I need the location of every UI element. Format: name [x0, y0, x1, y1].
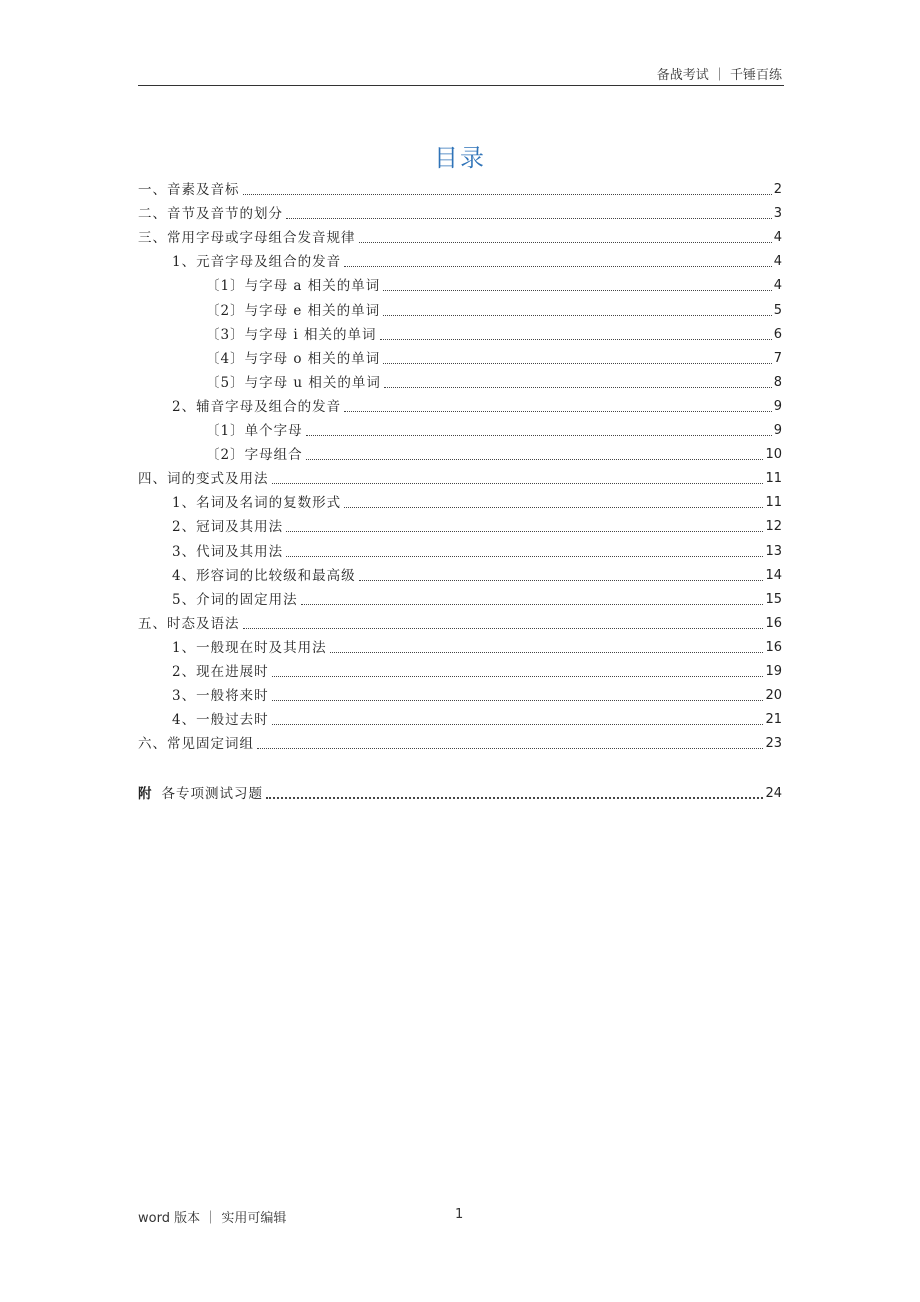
toc-leader-dots: [286, 531, 763, 532]
toc-entry-page-number: 3: [773, 206, 782, 222]
footer-page-number: 1: [455, 1207, 464, 1222]
toc-leader-dots: [306, 435, 772, 436]
toc-entry-label: 〔4〕与字母 o 相关的单词: [206, 350, 381, 367]
toc-entry[interactable]: [138, 708, 782, 732]
toc-entry[interactable]: [138, 515, 782, 539]
appendix-page-number: 24: [765, 786, 782, 801]
toc-entry-label: 1、元音字母及组合的发音: [172, 254, 342, 271]
toc-entry[interactable]: [138, 226, 782, 250]
toc-entry[interactable]: [138, 323, 782, 347]
toc-entry-label: 二、音节及音节的划分: [138, 206, 283, 223]
toc-leader-dots: [257, 748, 763, 749]
toc-entry-page-number: 4: [773, 254, 782, 270]
toc-entry[interactable]: [138, 732, 782, 756]
toc-entry-label: 〔2〕与字母 e 相关的单词: [206, 302, 381, 319]
toc-appendix-entry[interactable]: [138, 782, 782, 806]
toc-leader-dots: [272, 700, 764, 701]
toc-entry-page-number: 16: [765, 615, 782, 631]
toc-leader-dots: [272, 676, 764, 677]
toc-entry-page-number: 6: [773, 326, 782, 342]
toc-entry-page-number: 11: [765, 471, 782, 487]
toc-leader-dots: [266, 797, 763, 799]
toc-entry[interactable]: [138, 612, 782, 636]
toc-entry-page-number: 5: [773, 302, 782, 318]
toc-leader-dots: [243, 194, 772, 195]
toc-entry[interactable]: [138, 298, 782, 322]
toc-entry-page-number: 11: [765, 495, 782, 511]
toc-entry[interactable]: [138, 588, 782, 612]
toc-entry[interactable]: [138, 491, 782, 515]
toc-entry[interactable]: [138, 347, 782, 371]
toc-entry[interactable]: [138, 419, 782, 443]
toc-entry-label: 〔2〕字母组合: [206, 447, 303, 464]
toc-entry-page-number: 19: [765, 663, 782, 679]
footer-text: word 版本 ｜ 实用可编辑: [138, 1211, 287, 1226]
toc-entry-label: 1、名词及名词的复数形式: [172, 495, 342, 512]
toc-leader-dots: [272, 724, 764, 725]
toc-entry-label: 六、常见固定词组: [138, 736, 254, 753]
toc-leader-dots: [359, 242, 772, 243]
toc-leader-dots: [344, 411, 772, 412]
toc-entry-label: 三、常用字母或字母组合发音规律: [138, 230, 356, 247]
toc-entry-label: 3、代词及其用法: [172, 543, 284, 560]
toc-entry[interactable]: [138, 467, 782, 491]
toc-entry-page-number: 21: [765, 712, 782, 728]
page-title: 目录: [434, 144, 486, 172]
toc-leader-dots: [344, 507, 763, 508]
toc-entry[interactable]: [138, 660, 782, 684]
toc-entry-label: 2、现在进展时: [172, 663, 269, 680]
toc-leader-dots: [301, 604, 764, 605]
toc-leader-dots: [383, 290, 771, 291]
toc-entry[interactable]: [138, 371, 782, 395]
toc-entry[interactable]: [138, 250, 782, 274]
toc-entry-page-number: 16: [765, 639, 782, 655]
toc-leader-dots: [383, 315, 772, 316]
toc-entry-label: 4、一般过去时: [172, 712, 269, 729]
toc-leader-dots: [359, 580, 764, 581]
toc-entry-page-number: 23: [765, 736, 782, 752]
toc-leader-dots: [330, 652, 764, 653]
toc-entry-label: 〔1〕单个字母: [206, 423, 303, 440]
toc-entry-label: 一、音素及音标: [138, 182, 240, 199]
appendix-label: 各专项测试习题: [161, 786, 263, 802]
toc-entry-page-number: 9: [773, 423, 782, 439]
toc-leader-dots: [272, 483, 764, 484]
toc-entry-label: 2、冠词及其用法: [172, 519, 284, 536]
toc-entry-label: 〔1〕与字母 a 相关的单词: [206, 278, 381, 295]
toc-leader-dots: [286, 218, 772, 219]
toc-entry-page-number: 14: [765, 567, 782, 583]
toc-entry-label: 3、一般将来时: [172, 688, 269, 705]
toc-entry[interactable]: [138, 564, 782, 588]
toc-leader-dots: [380, 339, 772, 340]
toc-entry-label: 2、辅音字母及组合的发音: [172, 398, 342, 415]
toc-entry-page-number: 20: [765, 688, 782, 704]
toc-leader-dots: [306, 459, 764, 460]
toc-entry-page-number: 10: [765, 447, 782, 463]
toc-entry[interactable]: [138, 443, 782, 467]
toc-entry-page-number: 8: [773, 374, 782, 390]
toc-entry-label: 〔3〕与字母 i 相关的单词: [206, 326, 377, 343]
toc-leader-dots: [243, 628, 764, 629]
toc-entry-label: 4、形容词的比较级和最高级: [172, 567, 356, 584]
toc-entry[interactable]: [138, 395, 782, 419]
toc-entry[interactable]: [138, 178, 782, 202]
toc-entry-page-number: 7: [773, 350, 782, 366]
toc-entry-page-number: 9: [773, 398, 782, 414]
toc-entry-page-number: 2: [773, 182, 782, 198]
toc-entry-page-number: 12: [765, 519, 782, 535]
toc-entry[interactable]: [138, 274, 782, 298]
toc-entry-label: 五、时态及语法: [138, 615, 240, 632]
toc-entry[interactable]: [138, 202, 782, 226]
toc-leader-dots: [383, 363, 771, 364]
toc-entry[interactable]: [138, 636, 782, 660]
toc-leader-dots: [286, 556, 763, 557]
toc-entry-page-number: 15: [765, 591, 782, 607]
appendix-mark: 附: [138, 786, 152, 802]
toc-entry-page-number: 4: [773, 230, 782, 246]
table-of-contents: [138, 178, 782, 756]
toc-entry-page-number: 13: [765, 543, 782, 559]
page-header-text: 备战考试 ｜ 千锤百练: [656, 68, 782, 83]
toc-entry[interactable]: [138, 539, 782, 563]
header-rule: [138, 85, 784, 86]
toc-entry[interactable]: [138, 684, 782, 708]
toc-entry-label: 1、一般现在时及其用法: [172, 639, 327, 656]
toc-leader-dots: [384, 387, 772, 388]
toc-entry-label: 5、介词的固定用法: [172, 591, 298, 608]
toc-entry-label: 四、词的变式及用法: [138, 471, 269, 488]
toc-entry-page-number: 4: [773, 278, 782, 294]
toc-leader-dots: [344, 266, 772, 267]
toc-entry-label: 〔5〕与字母 u 相关的单词: [206, 374, 381, 391]
